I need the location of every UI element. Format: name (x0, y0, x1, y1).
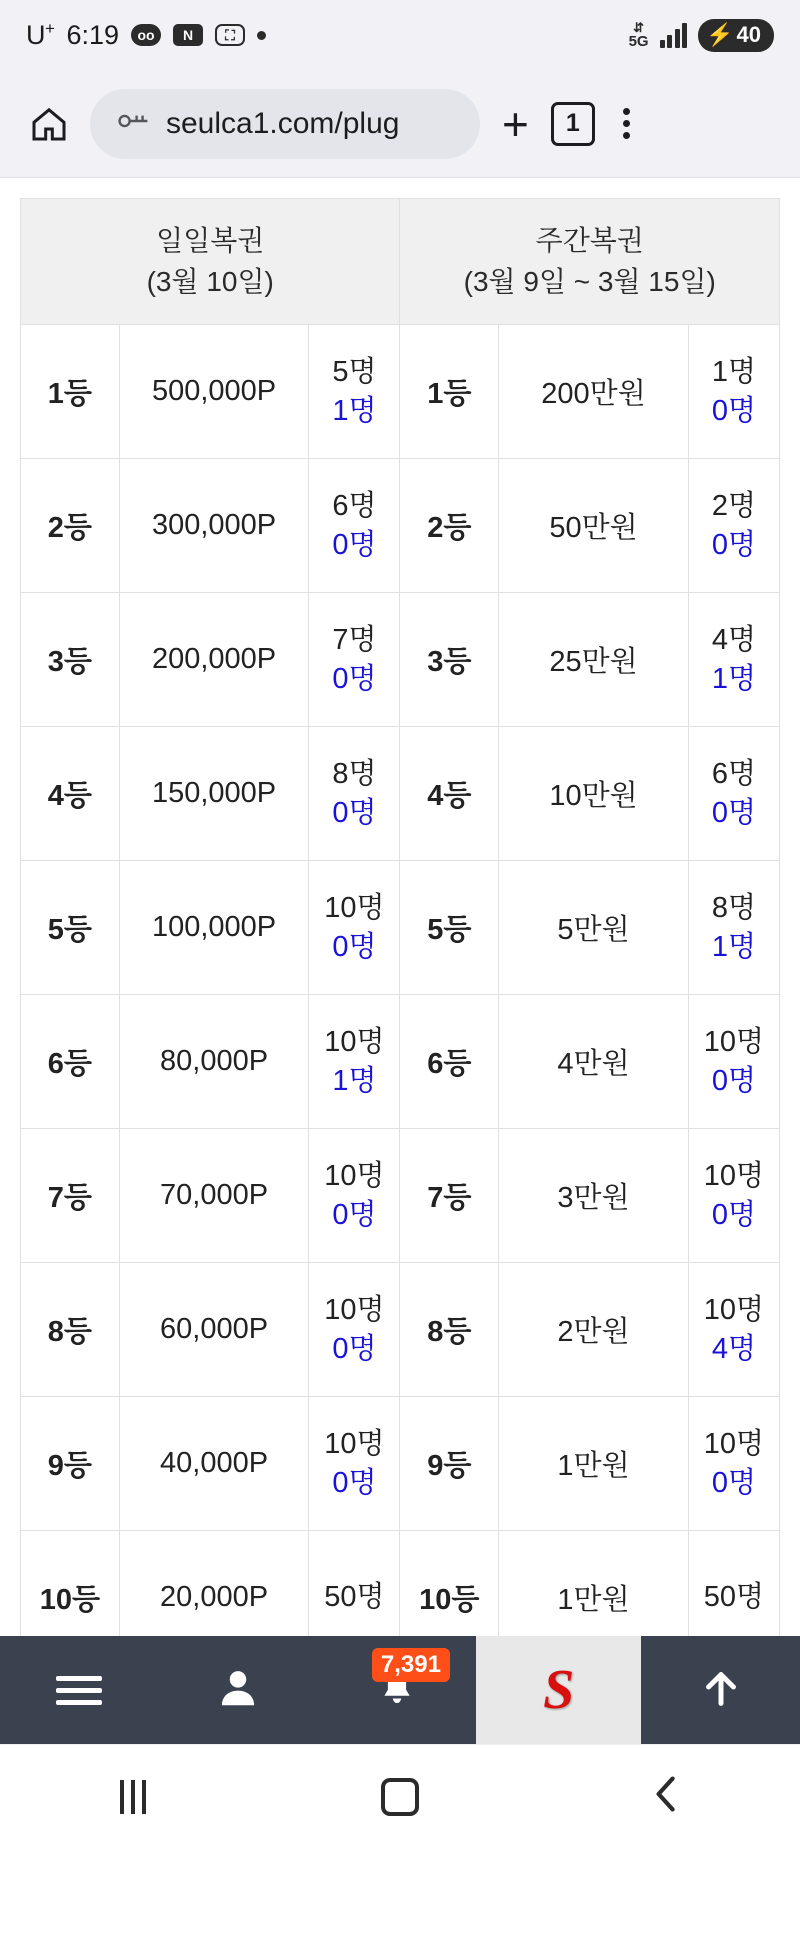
daily-rank: 3등 (21, 593, 120, 727)
daily-rank: 7등 (21, 1129, 120, 1263)
recent-apps-button[interactable] (0, 1780, 267, 1814)
site-settings-icon[interactable] (116, 109, 150, 138)
status-bar-left (26, 19, 266, 51)
home-icon[interactable] (26, 101, 72, 147)
weekly-prize: 25만원 (499, 593, 689, 727)
dot-icon (257, 31, 266, 40)
weekly-prize: 5만원 (499, 861, 689, 995)
daily-prize: 80,000P (119, 995, 309, 1129)
notification-count-badge: 7,391 (372, 1648, 450, 1682)
daily-lottery-period: (3월 10일) (146, 265, 274, 297)
person-icon[interactable] (215, 1665, 261, 1716)
daily-lottery-header (21, 199, 400, 325)
table-row (21, 995, 780, 1129)
daily-lottery-title: 일일복권 (156, 225, 265, 256)
weekly-rank: 7등 (400, 1129, 499, 1263)
url-text[interactable]: seulca1.com/plug (166, 106, 400, 140)
new-tab-button[interactable]: + (502, 97, 529, 150)
weekly-lottery-period: (3월 9일 ~ 3월 15일) (463, 265, 716, 297)
scroll-to-top-button[interactable] (641, 1636, 800, 1744)
weekly-rank: 6등 (400, 995, 499, 1129)
daily-prize: 150,000P (119, 727, 309, 861)
status-bar-right (629, 19, 774, 52)
home-button[interactable] (267, 1778, 534, 1816)
table-row (21, 593, 780, 727)
daily-prize: 60,000P (119, 1263, 309, 1397)
weekly-count: 10명 4명 (688, 1263, 779, 1397)
daily-prize: 70,000P (119, 1129, 309, 1263)
weekly-count: 10명 0명 (688, 995, 779, 1129)
daily-rank: 5등 (21, 861, 120, 995)
weekly-count: 10명 0명 (688, 1397, 779, 1531)
network-type-icon: ⇵ 5G (628, 20, 649, 50)
back-button[interactable] (533, 1773, 800, 1820)
table-body (21, 325, 780, 1665)
tab-count-button[interactable]: 1 (551, 102, 595, 146)
weekly-count: 8명 1명 (688, 861, 779, 995)
recent-apps-icon[interactable] (120, 1780, 146, 1814)
weekly-prize: 4만원 (499, 995, 689, 1129)
daily-count: 10명 0명 (309, 1129, 400, 1263)
weekly-lottery-header (400, 199, 780, 325)
arrow-up-icon[interactable] (698, 1665, 744, 1716)
signal-strength-icon (660, 22, 688, 48)
weekly-prize: 1만원 (499, 1397, 689, 1531)
daily-prize: 500,000P (119, 325, 309, 459)
weekly-rank: 4등 (400, 727, 499, 861)
table-row (21, 459, 780, 593)
weekly-count: 10명 0명 (688, 1129, 779, 1263)
daily-prize: 100,000P (119, 861, 309, 995)
profile-button[interactable] (159, 1636, 318, 1744)
site-logo: S (543, 1659, 575, 1721)
weekly-prize: 200만원 (499, 325, 689, 459)
weekly-rank: 1등 (400, 325, 499, 459)
table-row (21, 727, 780, 861)
n-badge-icon: N (173, 24, 203, 46)
daily-rank: 2등 (21, 459, 120, 593)
daily-count: 7명 0명 (309, 593, 400, 727)
weekly-count: 1명 0명 (688, 325, 779, 459)
weekly-rank: 8등 (400, 1263, 499, 1397)
home-nav-icon[interactable] (381, 1778, 419, 1816)
daily-prize: 300,000P (119, 459, 309, 593)
table-row (21, 1129, 780, 1263)
daily-count: 6명 0명 (309, 459, 400, 593)
daily-prize: 200,000P (119, 593, 309, 727)
table-row (21, 861, 780, 995)
lottery-prize-table (20, 198, 780, 1665)
daily-rank: 1등 (21, 325, 120, 459)
weekly-rank: 10등 (400, 1531, 499, 1665)
daily-prize: 20,000P (119, 1531, 309, 1665)
daily-count: 10명 0명 (309, 861, 400, 995)
weekly-prize: 2만원 (499, 1263, 689, 1397)
system-navigation-bar (0, 1744, 800, 1848)
table-header (21, 199, 780, 325)
daily-count: 8명 0명 (309, 727, 400, 861)
weekly-count: 6명 0명 (688, 727, 779, 861)
daily-count: 5명 1명 (309, 325, 400, 459)
daily-rank: 8등 (21, 1263, 120, 1397)
battery-icon: ⚡ 40 (698, 19, 774, 52)
weekly-rank: 3등 (400, 593, 499, 727)
daily-prize: 40,000P (119, 1397, 309, 1531)
overflow-menu-icon[interactable] (613, 108, 640, 139)
carrier-label: U+ (26, 19, 55, 50)
web-page-content (0, 178, 800, 1744)
hamburger-icon[interactable] (56, 1676, 102, 1705)
weekly-prize: 10만원 (499, 727, 689, 861)
address-bar[interactable] (90, 89, 480, 159)
weekly-count: 50명 (688, 1531, 779, 1665)
weekly-prize: 3만원 (499, 1129, 689, 1263)
daily-rank: 9등 (21, 1397, 120, 1531)
site-bottom-bar (0, 1636, 800, 1744)
clock-label: 6:19 (66, 19, 119, 50)
daily-rank: 10등 (21, 1531, 120, 1665)
table-row (21, 1397, 780, 1531)
daily-count: 10명 0명 (309, 1263, 400, 1397)
voicemail-icon: oo (131, 24, 161, 46)
daily-count: 50명 (309, 1531, 400, 1665)
browser-toolbar (0, 70, 800, 178)
back-nav-icon[interactable] (650, 1773, 684, 1820)
screenshot-icon: ⛶ (215, 24, 245, 46)
weekly-rank: 2등 (400, 459, 499, 593)
status-bar (0, 0, 800, 70)
weekly-count: 2명 0명 (688, 459, 779, 593)
notifications-button[interactable] (318, 1636, 477, 1744)
weekly-rank: 9등 (400, 1397, 499, 1531)
menu-button[interactable] (0, 1636, 159, 1744)
weekly-count: 4명 1명 (688, 593, 779, 727)
weekly-lottery-title: 주간복권 (535, 225, 644, 256)
daily-rank: 6등 (21, 995, 120, 1129)
weekly-prize: 1만원 (499, 1531, 689, 1665)
table-row (21, 325, 780, 459)
weekly-rank: 5등 (400, 861, 499, 995)
daily-rank: 4등 (21, 727, 120, 861)
table-row (21, 1263, 780, 1397)
daily-count: 10명 0명 (309, 1397, 400, 1531)
daily-count: 10명 1명 (309, 995, 400, 1129)
weekly-prize: 50만원 (499, 459, 689, 593)
site-logo-button[interactable] (476, 1636, 641, 1744)
